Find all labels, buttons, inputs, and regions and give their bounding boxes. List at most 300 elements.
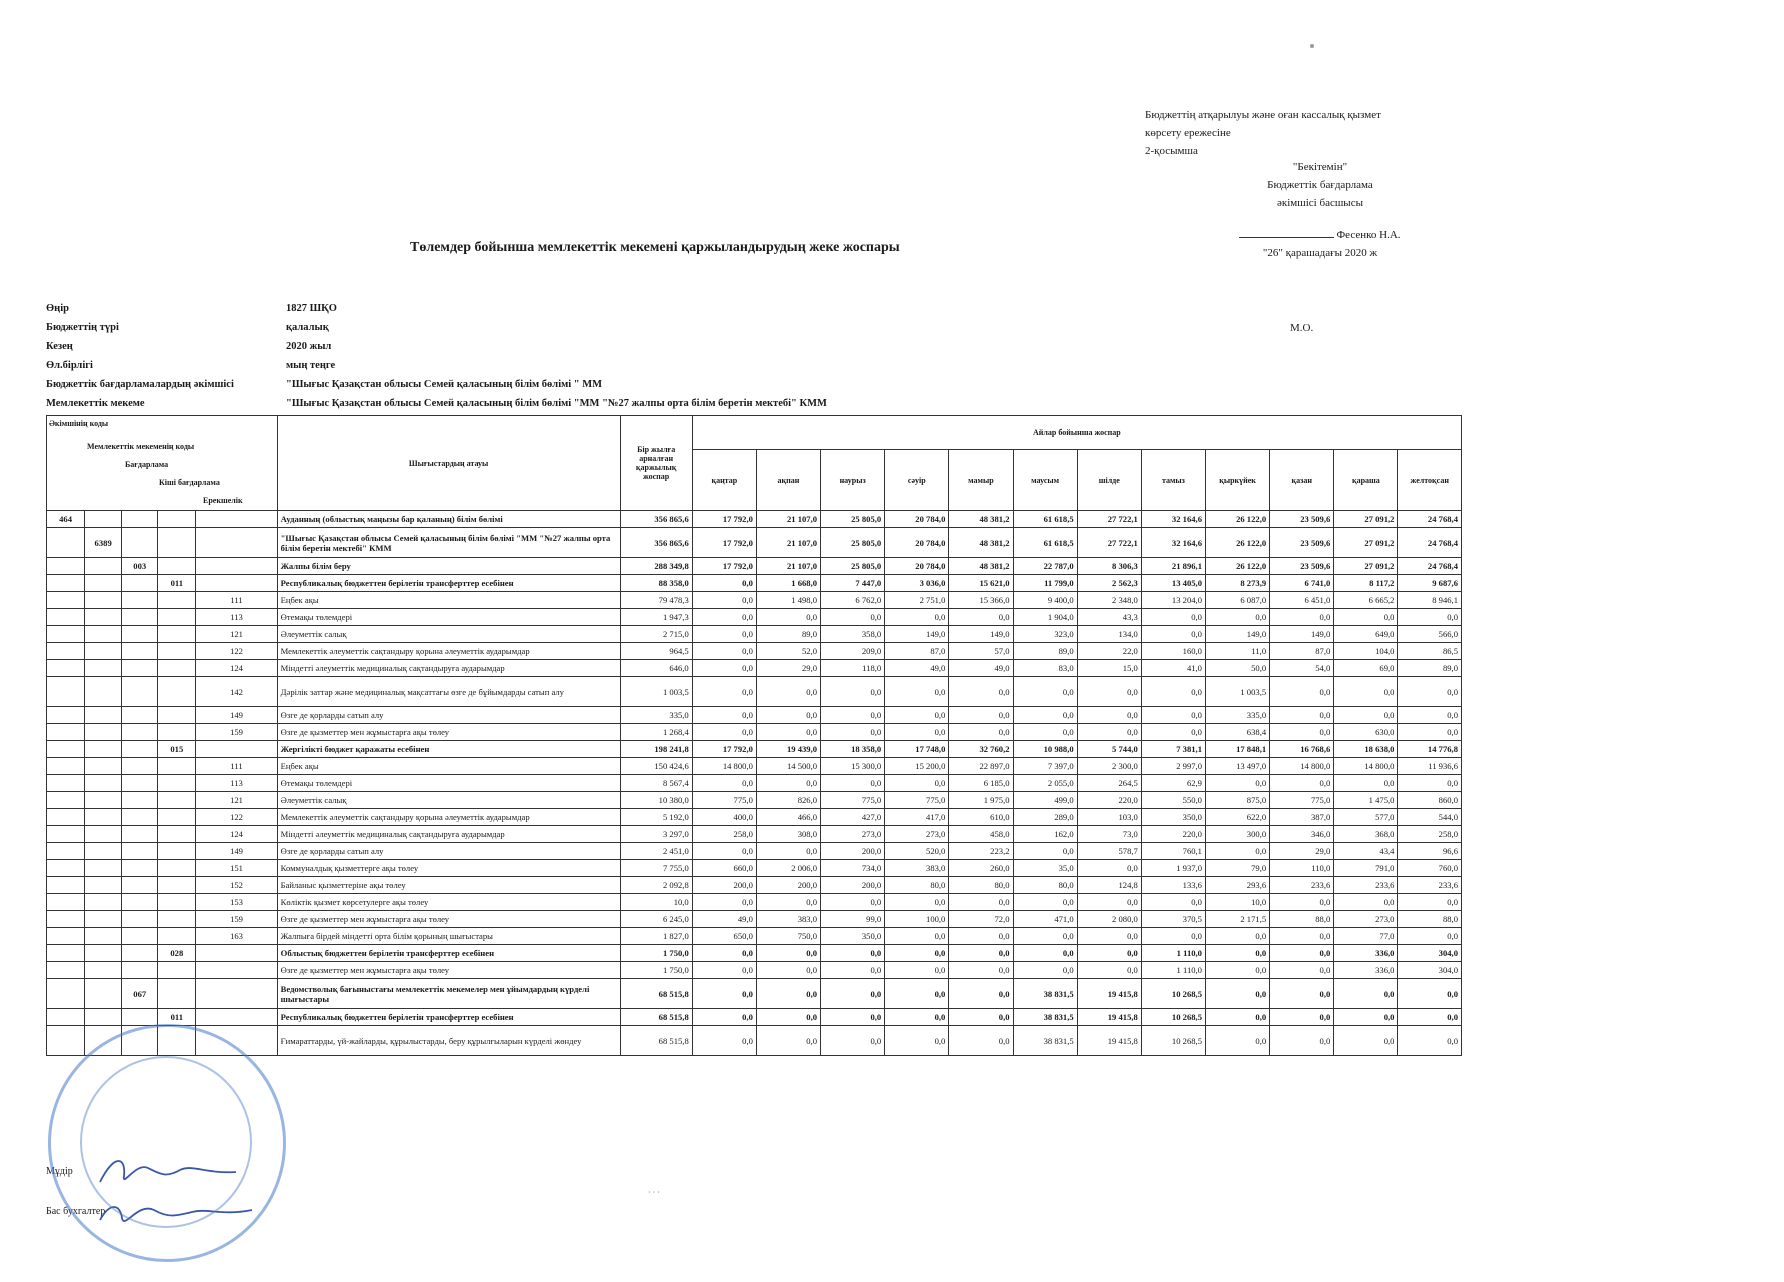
month-value-cell: 0,0 xyxy=(1077,677,1141,707)
table-row xyxy=(47,843,1462,860)
expense-name-cell: Республикалық бюджеттен берілетін трансферттер есебінен xyxy=(277,575,620,592)
month-value-cell: 9 400,0 xyxy=(1013,592,1077,609)
annual-total-cell: 1 268,4 xyxy=(620,724,692,741)
month-value-cell: 11 936,6 xyxy=(1398,758,1462,775)
month-value-cell: 0,0 xyxy=(1141,626,1205,643)
table-row xyxy=(47,945,1462,962)
month-value-cell: 346,0 xyxy=(1270,826,1334,843)
month-value-cell: 0,0 xyxy=(692,643,756,660)
table-row xyxy=(47,792,1462,809)
code-cell xyxy=(85,826,122,843)
month-value-cell: 860,0 xyxy=(1398,792,1462,809)
month-value-cell: 0,0 xyxy=(692,945,756,962)
approve-line-2: Бюджеттік бағдарлама xyxy=(1267,179,1373,191)
code-cell xyxy=(122,592,158,609)
month-value-cell: 350,0 xyxy=(1141,809,1205,826)
code-cell xyxy=(47,860,85,877)
month-value-cell: 160,0 xyxy=(1141,643,1205,660)
month-value-cell: 0,0 xyxy=(692,707,756,724)
code-cell xyxy=(47,707,85,724)
appendix-line-3: 2-қосымша xyxy=(1145,145,1198,157)
month-header: қыркүйек xyxy=(1205,450,1269,511)
code-cell: 011 xyxy=(158,1009,196,1026)
month-value-cell: 14 776,8 xyxy=(1398,741,1462,758)
month-value-cell: 25 805,0 xyxy=(821,528,885,558)
month-value-cell: 0,0 xyxy=(756,979,820,1009)
month-value-cell: 0,0 xyxy=(1334,1009,1398,1026)
signer-name: Фесенко Н.А. xyxy=(1336,229,1401,241)
month-value-cell: 110,0 xyxy=(1270,860,1334,877)
month-value-cell: 0,0 xyxy=(1398,979,1462,1009)
table-row xyxy=(47,877,1462,894)
month-value-cell: 50,0 xyxy=(1205,660,1269,677)
month-value-cell: 22 787,0 xyxy=(1013,558,1077,575)
month-value-cell: 308,0 xyxy=(756,826,820,843)
code-cell xyxy=(158,928,196,945)
month-value-cell: 27 722,1 xyxy=(1077,511,1141,528)
month-value-cell: 14 800,0 xyxy=(1270,758,1334,775)
month-value-cell: 304,0 xyxy=(1398,945,1462,962)
table-row xyxy=(47,558,1462,575)
month-value-cell: 72,0 xyxy=(949,911,1013,928)
table-row xyxy=(47,575,1462,592)
month-value-cell: 10 268,5 xyxy=(1141,1026,1205,1056)
month-value-cell: 544,0 xyxy=(1398,809,1462,826)
month-value-cell: 17 748,0 xyxy=(885,741,949,758)
code-cell xyxy=(122,724,158,741)
code-cell xyxy=(158,528,196,558)
month-value-cell: 775,0 xyxy=(1270,792,1334,809)
code-cell: 149 xyxy=(196,843,277,860)
month-value-cell: 52,0 xyxy=(756,643,820,660)
month-value-cell: 6 762,0 xyxy=(821,592,885,609)
month-header: сәуір xyxy=(885,450,949,511)
code-cell xyxy=(158,643,196,660)
code-cell xyxy=(122,792,158,809)
month-value-cell: 9 687,6 xyxy=(1398,575,1462,592)
month-value-cell: 0,0 xyxy=(1205,1009,1269,1026)
month-value-cell: 0,0 xyxy=(692,660,756,677)
month-value-cell: 0,0 xyxy=(1141,609,1205,626)
month-value-cell: 21 896,1 xyxy=(1141,558,1205,575)
table-row xyxy=(47,707,1462,724)
month-value-cell: 11,0 xyxy=(1205,643,1269,660)
code-cell xyxy=(47,758,85,775)
month-value-cell: 0,0 xyxy=(692,962,756,979)
code-cell xyxy=(158,843,196,860)
month-header: тамыз xyxy=(1141,450,1205,511)
code-cell xyxy=(122,677,158,707)
code-cell xyxy=(47,877,85,894)
annual-total-cell: 288 349,8 xyxy=(620,558,692,575)
table-row xyxy=(47,1009,1462,1026)
subprogram-header: Кіші бағдарлама xyxy=(159,478,220,487)
month-value-cell: 18 638,0 xyxy=(1334,741,1398,758)
month-value-cell: 0,0 xyxy=(1270,677,1334,707)
month-value-cell: 7 447,0 xyxy=(821,575,885,592)
code-cell xyxy=(158,707,196,724)
month-value-cell: 336,0 xyxy=(1334,945,1398,962)
month-value-cell: 0,0 xyxy=(821,945,885,962)
month-value-cell: 387,0 xyxy=(1270,809,1334,826)
month-value-cell: 6 451,0 xyxy=(1270,592,1334,609)
month-value-cell: 1 668,0 xyxy=(756,575,820,592)
month-value-cell: 0,0 xyxy=(1077,945,1141,962)
month-value-cell: 88,0 xyxy=(1398,911,1462,928)
month-header: шілде xyxy=(1077,450,1141,511)
code-cell xyxy=(122,894,158,911)
month-value-cell: 27 091,2 xyxy=(1334,511,1398,528)
code-cell xyxy=(158,826,196,843)
code-cell xyxy=(47,558,85,575)
month-value-cell: 1 498,0 xyxy=(756,592,820,609)
code-cell: 124 xyxy=(196,660,277,677)
month-value-cell: 0,0 xyxy=(949,945,1013,962)
code-cell xyxy=(85,626,122,643)
month-value-cell: 80,0 xyxy=(949,877,1013,894)
month-value-cell: 21 107,0 xyxy=(756,528,820,558)
month-value-cell: 1 110,0 xyxy=(1141,945,1205,962)
code-cell xyxy=(158,809,196,826)
month-value-cell: 0,0 xyxy=(1205,609,1269,626)
month-value-cell: 358,0 xyxy=(821,626,885,643)
code-cell xyxy=(196,979,277,1009)
month-value-cell: 734,0 xyxy=(821,860,885,877)
month-value-cell: 264,5 xyxy=(1077,775,1141,792)
annual-total-cell: 150 424,6 xyxy=(620,758,692,775)
code-cell xyxy=(158,558,196,575)
month-value-cell: 6 665,2 xyxy=(1334,592,1398,609)
month-value-cell: 775,0 xyxy=(692,792,756,809)
month-value-cell: 27 091,2 xyxy=(1334,528,1398,558)
code-cell: 163 xyxy=(196,928,277,945)
code-cell xyxy=(85,911,122,928)
code-cell xyxy=(158,626,196,643)
monthly-plan-header: Айлар бойынша жоспар xyxy=(692,416,1461,450)
month-value-cell: 0,0 xyxy=(1334,894,1398,911)
code-cell xyxy=(85,843,122,860)
month-value-cell: 23 509,6 xyxy=(1270,528,1334,558)
month-value-cell: 3 036,0 xyxy=(885,575,949,592)
month-value-cell: 0,0 xyxy=(885,609,949,626)
month-value-cell: 7 397,0 xyxy=(1013,758,1077,775)
table-row xyxy=(47,741,1462,758)
month-value-cell: 26 122,0 xyxy=(1205,528,1269,558)
month-value-cell: 520,0 xyxy=(885,843,949,860)
code-cell: 111 xyxy=(196,758,277,775)
table-row xyxy=(47,860,1462,877)
expense-name-cell: Ғимараттарды, үй-жайларды, құрылыстарды, беру құрылғыларын күрделі жөндеу xyxy=(277,1026,620,1056)
expense-name-cell: "Шығыс Қазақстан облысы Семей қаласының білім бөлімі "ММ "№27 жалпы орта білім беретін мектебі" КММ xyxy=(277,528,620,558)
code-cell xyxy=(122,660,158,677)
month-value-cell: 578,7 xyxy=(1077,843,1141,860)
month-value-cell: 0,0 xyxy=(1270,894,1334,911)
month-value-cell: 32 760,2 xyxy=(949,741,1013,758)
month-value-cell: 289,0 xyxy=(1013,809,1077,826)
code-cell xyxy=(47,1026,85,1056)
month-value-cell: 41,0 xyxy=(1141,660,1205,677)
code-cell xyxy=(158,860,196,877)
month-value-cell: 0,0 xyxy=(1077,860,1141,877)
code-cell xyxy=(85,643,122,660)
month-value-cell: 0,0 xyxy=(1398,928,1462,945)
month-value-cell: 233,6 xyxy=(1334,877,1398,894)
code-cell xyxy=(122,1009,158,1026)
annual-total-cell: 8 567,4 xyxy=(620,775,692,792)
month-value-cell: 48 381,2 xyxy=(949,558,1013,575)
month-value-cell: 1 475,0 xyxy=(1334,792,1398,809)
code-cell xyxy=(47,928,85,945)
month-value-cell: 0,0 xyxy=(756,677,820,707)
code-cell xyxy=(158,677,196,707)
month-value-cell: 0,0 xyxy=(1141,724,1205,741)
month-value-cell: 7 381,1 xyxy=(1141,741,1205,758)
code-cell xyxy=(85,775,122,792)
month-value-cell: 650,0 xyxy=(692,928,756,945)
code-cell xyxy=(47,528,85,558)
month-value-cell: 0,0 xyxy=(1013,677,1077,707)
table-row xyxy=(47,979,1462,1009)
code-cell xyxy=(122,643,158,660)
annual-total-cell: 1 003,5 xyxy=(620,677,692,707)
month-header: желтоқсан xyxy=(1398,450,1462,511)
month-value-cell: 6 741,0 xyxy=(1270,575,1334,592)
month-value-cell: 0,0 xyxy=(1013,928,1077,945)
month-value-cell: 0,0 xyxy=(949,979,1013,1009)
month-value-cell: 8 273,9 xyxy=(1205,575,1269,592)
month-value-cell: 0,0 xyxy=(1398,724,1462,741)
month-value-cell: 6 087,0 xyxy=(1205,592,1269,609)
month-value-cell: 0,0 xyxy=(1013,945,1077,962)
month-value-cell: 15 621,0 xyxy=(949,575,1013,592)
month-value-cell: 8 946,1 xyxy=(1398,592,1462,609)
month-value-cell: 0,0 xyxy=(692,843,756,860)
month-value-cell: 233,6 xyxy=(1270,877,1334,894)
seal-place-label: М.О. xyxy=(1290,322,1314,334)
code-cell xyxy=(85,609,122,626)
annual-total-cell: 356 865,6 xyxy=(620,511,692,528)
director-label: Мұдір xyxy=(46,1166,73,1177)
annual-total-cell: 1 750,0 xyxy=(620,945,692,962)
month-value-cell: 17 792,0 xyxy=(692,528,756,558)
month-value-cell: 0,0 xyxy=(821,1009,885,1026)
expense-name-cell: Міндетті әлеуметтік медициналық сақтандыруға аударымдар xyxy=(277,660,620,677)
month-value-cell: 1 937,0 xyxy=(1141,860,1205,877)
code-cell xyxy=(85,945,122,962)
month-value-cell: 2 751,0 xyxy=(885,592,949,609)
month-value-cell: 0,0 xyxy=(1270,1009,1334,1026)
code-cell xyxy=(85,792,122,809)
month-value-cell: 0,0 xyxy=(756,1026,820,1056)
month-value-cell: 21 107,0 xyxy=(756,511,820,528)
month-value-cell: 29,0 xyxy=(1270,843,1334,860)
expense-name-cell: Өзге де қызметтер мен жұмыстарға ақы төлеу xyxy=(277,962,620,979)
code-cell xyxy=(158,792,196,809)
code-cell xyxy=(122,962,158,979)
month-value-cell: 258,0 xyxy=(1398,826,1462,843)
code-cell xyxy=(47,643,85,660)
expense-name-header: Шығыстардың атауы xyxy=(277,416,620,511)
code-cell: 015 xyxy=(158,741,196,758)
month-value-cell: 0,0 xyxy=(1398,894,1462,911)
month-value-cell: 0,0 xyxy=(692,592,756,609)
month-value-cell: 15 366,0 xyxy=(949,592,1013,609)
annual-total-cell: 2 451,0 xyxy=(620,843,692,860)
scan-speck xyxy=(1310,44,1314,48)
page-mark: · · · xyxy=(648,1188,660,1197)
code-cell xyxy=(85,707,122,724)
code-cell xyxy=(122,826,158,843)
info-label: Өңір xyxy=(46,303,69,314)
month-value-cell: 48 381,2 xyxy=(949,511,1013,528)
month-value-cell: 13 405,0 xyxy=(1141,575,1205,592)
month-value-cell: 0,0 xyxy=(1398,1026,1462,1056)
month-value-cell: 0,0 xyxy=(821,962,885,979)
code-cell xyxy=(158,894,196,911)
month-value-cell: 0,0 xyxy=(885,1009,949,1026)
annual-total-cell: 10,0 xyxy=(620,894,692,911)
month-value-cell: 0,0 xyxy=(1077,707,1141,724)
month-value-cell: 2 562,3 xyxy=(1077,575,1141,592)
expense-name-cell: Жалпы білім беру xyxy=(277,558,620,575)
annual-total-cell: 5 192,0 xyxy=(620,809,692,826)
table-row xyxy=(47,894,1462,911)
month-value-cell: 89,0 xyxy=(1398,660,1462,677)
month-value-cell: 0,0 xyxy=(885,677,949,707)
annual-total-cell: 2 715,0 xyxy=(620,626,692,643)
month-value-cell: 0,0 xyxy=(1141,707,1205,724)
month-value-cell: 10 988,0 xyxy=(1013,741,1077,758)
month-value-cell: 35,0 xyxy=(1013,860,1077,877)
month-value-cell: 38 831,5 xyxy=(1013,979,1077,1009)
table-row xyxy=(47,626,1462,643)
code-cell xyxy=(85,928,122,945)
month-value-cell: 0,0 xyxy=(885,707,949,724)
annual-total-cell: 68 515,8 xyxy=(620,979,692,1009)
month-value-cell: 24 768,4 xyxy=(1398,511,1462,528)
month-value-cell: 775,0 xyxy=(885,792,949,809)
expense-name-cell: Өзге де қорларды сатып алу xyxy=(277,707,620,724)
month-value-cell: 10 268,5 xyxy=(1141,1009,1205,1026)
annual-total-cell: 68 515,8 xyxy=(620,1026,692,1056)
info-label: Бюджеттің түрі xyxy=(46,322,119,333)
month-value-cell: 0,0 xyxy=(756,609,820,626)
month-value-cell: 0,0 xyxy=(692,609,756,626)
code-cell: 153 xyxy=(196,894,277,911)
info-label: Бюджеттік бағдарламалардың әкімшісі xyxy=(46,379,234,390)
code-cell xyxy=(158,979,196,1009)
month-value-cell: 5 744,0 xyxy=(1077,741,1141,758)
month-value-cell: 0,0 xyxy=(949,707,1013,724)
code-cell: 028 xyxy=(158,945,196,962)
code-cell xyxy=(196,575,277,592)
month-value-cell: 26 122,0 xyxy=(1205,558,1269,575)
code-cell xyxy=(158,609,196,626)
month-value-cell: 0,0 xyxy=(1141,677,1205,707)
code-cell xyxy=(85,894,122,911)
month-value-cell: 83,0 xyxy=(1013,660,1077,677)
table-row xyxy=(47,511,1462,528)
month-value-cell: 43,4 xyxy=(1334,843,1398,860)
approval-block xyxy=(1220,158,1420,262)
month-value-cell: 0,0 xyxy=(821,609,885,626)
month-value-cell: 220,0 xyxy=(1077,792,1141,809)
month-value-cell: 18 358,0 xyxy=(821,741,885,758)
code-cell xyxy=(47,945,85,962)
month-value-cell: 17 792,0 xyxy=(692,511,756,528)
code-cell xyxy=(85,511,122,528)
month-value-cell: 20 784,0 xyxy=(885,558,949,575)
code-cell xyxy=(122,877,158,894)
code-cell xyxy=(47,609,85,626)
code-cell xyxy=(85,877,122,894)
info-value: 1827 ШҚО xyxy=(286,303,337,314)
month-value-cell: 15 300,0 xyxy=(821,758,885,775)
annual-total-cell: 68 515,8 xyxy=(620,1009,692,1026)
month-value-cell: 32 164,6 xyxy=(1141,511,1205,528)
code-cell: 003 xyxy=(122,558,158,575)
month-value-cell: 0,0 xyxy=(821,707,885,724)
month-value-cell: 99,0 xyxy=(821,911,885,928)
month-value-cell: 209,0 xyxy=(821,643,885,660)
expense-name-cell: Дәрілік заттар және медициналық мақсаттағы өзге де бұйымдарды сатып алу xyxy=(277,677,620,707)
month-value-cell: 1 003,5 xyxy=(1205,677,1269,707)
code-cell xyxy=(196,558,277,575)
code-cell xyxy=(122,707,158,724)
code-cell: 149 xyxy=(196,707,277,724)
month-value-cell: 24 768,4 xyxy=(1398,528,1462,558)
month-header: мамыр xyxy=(949,450,1013,511)
month-value-cell: 0,0 xyxy=(949,928,1013,945)
code-cell xyxy=(47,575,85,592)
signer-line xyxy=(1220,226,1420,244)
month-value-cell: 26 122,0 xyxy=(1205,511,1269,528)
month-value-cell: 1 904,0 xyxy=(1013,609,1077,626)
month-value-cell: 0,0 xyxy=(756,945,820,962)
code-cell: 122 xyxy=(196,643,277,660)
code-cell xyxy=(47,809,85,826)
info-label: Мемлекеттік мекеме xyxy=(46,398,145,409)
code-cell xyxy=(47,660,85,677)
annual-total-cell: 2 092,8 xyxy=(620,877,692,894)
month-value-cell: 0,0 xyxy=(821,775,885,792)
annual-total-cell: 1 827,0 xyxy=(620,928,692,945)
month-value-cell: 0,0 xyxy=(1141,928,1205,945)
table-row xyxy=(47,724,1462,741)
code-cell xyxy=(122,741,158,758)
month-value-cell: 49,0 xyxy=(885,660,949,677)
month-value-cell: 0,0 xyxy=(1334,609,1398,626)
month-value-cell: 0,0 xyxy=(949,677,1013,707)
month-value-cell: 0,0 xyxy=(821,894,885,911)
expense-name-cell: Көліктік қызмет көрсетулерге ақы төлеу xyxy=(277,894,620,911)
month-value-cell: 20 784,0 xyxy=(885,511,949,528)
table-row xyxy=(47,609,1462,626)
code-cell xyxy=(122,775,158,792)
code-cell xyxy=(85,660,122,677)
code-cell xyxy=(47,962,85,979)
month-value-cell: 0,0 xyxy=(1013,894,1077,911)
approve-line-1: "Бекітемін" xyxy=(1292,161,1348,173)
month-value-cell: 649,0 xyxy=(1334,626,1398,643)
month-value-cell: 550,0 xyxy=(1141,792,1205,809)
expense-name-cell: Ведомстволық бағыныстағы мемлекеттік мекемелер мен ұйымдардың күрделі шығыстары xyxy=(277,979,620,1009)
month-value-cell: 49,0 xyxy=(949,660,1013,677)
month-value-cell: 300,0 xyxy=(1205,826,1269,843)
annual-plan-header: Бір жылға арналған қаржылық жоспар xyxy=(620,416,692,511)
institution-code-header: Мемлекеттік мекеменің коды xyxy=(87,442,195,451)
approve-line-3: әкімшісі басшысы xyxy=(1277,197,1363,209)
